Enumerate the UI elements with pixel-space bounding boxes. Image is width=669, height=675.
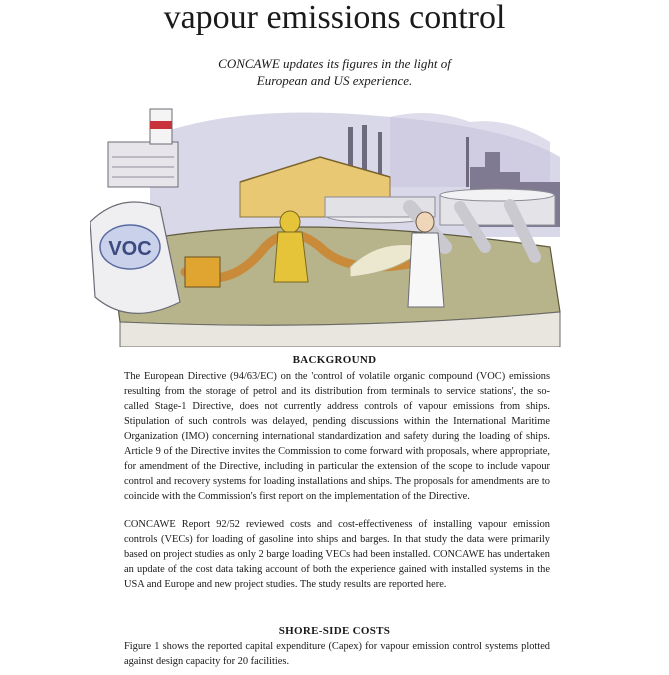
background-paragraph-1: The European Directive (94/63/EC) on the 'control of volatile organic compound (VOC) emissions resulting from the storage of petrol and its distribution from terminals to service stations', the so-called Stage-1 Directive, does not currently address controls of vapour emissions from ships. Stipulation of such controls was delayed, pending discussions within the International Maritime Organization (IMO) concerning international standardization and safety during the loading of ships. Article 9 of the Directive invites the Commission to come forward with proposals, where appropriate, for amendment of the Directive, including in particular the extension of the scope to include vapour control and recovery systems for loading installations and ships. The proposals for amendments are to coincide with the Commission's first report on the implementation of the Directive. xyxy=(124,371,550,502)
voc-badge xyxy=(100,225,160,269)
ship-deck xyxy=(110,227,560,325)
funnel-stripe xyxy=(150,121,172,129)
tanker-loading-illustration xyxy=(90,97,570,347)
shore-side-paragraph: Figure 1 shows the reported capital expenditure (Capex) for vapour emission control systems plotted against design capacity for 20 facilities. xyxy=(124,641,550,667)
subtitle xyxy=(0,55,669,89)
pump-unit xyxy=(185,257,220,287)
illustration-svg xyxy=(90,97,570,347)
ship-bridge xyxy=(108,142,178,187)
subtitle-line: European and US experience. xyxy=(256,73,413,88)
section-heading-background: BACKGROUND xyxy=(292,354,377,366)
subtitle-line: CONCAWE updates its figures in the light of xyxy=(218,56,451,71)
chimney xyxy=(466,137,469,187)
voc-badge-text: VOC xyxy=(108,238,152,260)
storage-tank xyxy=(440,189,554,201)
section-heading-shore-side-costs: SHORE-SIDE COSTS xyxy=(278,625,391,637)
background-paragraph-2: CONCAWE Report 92/52 reviewed costs and cost-effectiveness of installing vapour emission controls (VECs) for loading of gasoline into ships and barges. In that study the data were primarily based on project studies as only 2 barge loading VECs had been installed. CONCAWE has undertaken an update of the cost data taking account of both the experience gained with installed systems in the USA and Europe and new project studies. The study results are reported here. xyxy=(124,519,550,590)
page-title: vapour emissions control xyxy=(163,0,506,36)
